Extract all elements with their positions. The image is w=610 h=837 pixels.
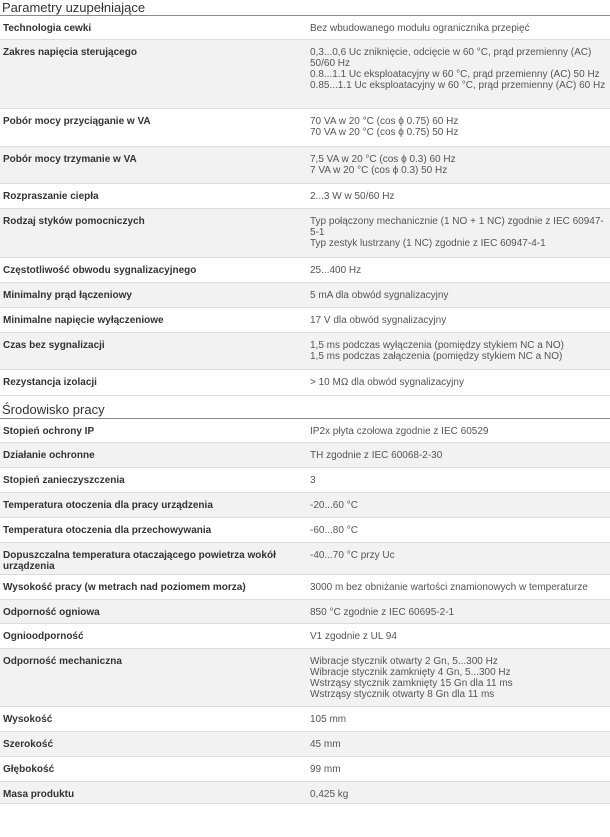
spec-label: Rozpraszanie ciepła xyxy=(3,191,99,202)
spec-row xyxy=(0,649,610,707)
section-0 xyxy=(0,0,610,396)
spec-row xyxy=(0,419,610,443)
spec-label: Stopień ochrony IP xyxy=(3,426,95,437)
spec-label: Dopuszczalna temperatura otaczającego powietrza wokół urządzenia xyxy=(3,550,276,572)
spec-value-line: 70 VA w 20 °C (cos ϕ 0.75) 50 Hz xyxy=(310,127,459,138)
spec-value-line: -40...70 °C przy Uc xyxy=(310,550,395,561)
spec-value xyxy=(305,147,610,183)
spec-value-line: 3 xyxy=(310,475,316,486)
spec-row xyxy=(0,493,610,518)
spec-value-line: 1,5 ms podczas wyłączenia (pomiędzy stykiem NC a NO) xyxy=(310,340,564,351)
spec-value-line: Wstrząsy stycznik zamknięty 15 Gn dla 11 ms xyxy=(310,678,513,689)
spec-value-line: 45 mm xyxy=(310,739,341,750)
spec-row xyxy=(0,707,610,732)
spec-value xyxy=(305,575,610,599)
section-title: Środowisko pracy xyxy=(0,396,610,419)
spec-value-line: TH zgodnie z IEC 60068-2-30 xyxy=(310,450,443,461)
spec-label: Zakres napięcia sterującego xyxy=(3,47,137,58)
spec-value-line: 7,5 VA w 20 °C (cos ϕ 0.3) 60 Hz xyxy=(310,154,456,165)
spec-value-line: 3000 m bez obniżanie wartości znamionowych w temperaturze xyxy=(310,582,588,593)
spec-value-line: -60...80 °C xyxy=(310,525,358,536)
spec-row xyxy=(0,308,610,333)
spec-value-line: 99 mm xyxy=(310,764,341,775)
spec-row xyxy=(0,782,610,804)
spec-row xyxy=(0,443,610,468)
spec-label: Działanie ochronne xyxy=(3,450,95,461)
spec-value-line: -20...60 °C xyxy=(310,500,358,511)
section-1 xyxy=(0,396,610,804)
spec-value xyxy=(305,40,610,108)
spec-value-line: Typ połączony mechanicznie (1 NO + 1 NC) zgodnie z IEC 60947-5-1 xyxy=(310,216,604,238)
spec-label: Głębokość xyxy=(3,764,55,775)
spec-value xyxy=(305,419,610,442)
spec-row xyxy=(0,600,610,624)
spec-value xyxy=(305,468,610,492)
spec-value-line: 105 mm xyxy=(310,714,347,725)
spec-row xyxy=(0,109,610,147)
spec-label: Odporność ogniowa xyxy=(3,607,100,618)
spec-value xyxy=(305,518,610,542)
spec-value xyxy=(305,600,610,623)
spec-row xyxy=(0,624,610,649)
spec-label: Rodzaj styków pomocniczych xyxy=(3,216,145,227)
spec-value-line: Wibracje stycznik zamknięty 4 Gn, 5...300 Hz xyxy=(310,667,511,678)
spec-label: Technologia cewki xyxy=(3,23,92,34)
spec-label: Wysokość xyxy=(3,714,53,725)
spec-value-line: Wibracje stycznik otwarty 2 Gn, 5...300 Hz xyxy=(310,656,498,667)
spec-row xyxy=(0,333,610,370)
spec-value-line: Bez wbudowanego modułu ogranicznika przepięć xyxy=(310,23,530,34)
spec-value-line: IP2x płyta czołowa zgodnie z IEC 60529 xyxy=(310,426,489,437)
spec-value xyxy=(305,333,610,369)
spec-label: Wysokość pracy (w metrach nad poziomem morza) xyxy=(3,582,246,593)
spec-label: Ognioodporność xyxy=(3,631,84,642)
spec-value xyxy=(305,543,610,574)
spec-label: Rezystancja izolacji xyxy=(3,377,97,388)
spec-row xyxy=(0,370,610,396)
spec-row xyxy=(0,40,610,109)
spec-value-line: 850 °C zgodnie z IEC 60695-2-1 xyxy=(310,607,455,618)
spec-value-line: 70 VA w 20 °C (cos ϕ 0.75) 60 Hz xyxy=(310,116,459,127)
spec-value-line: 7 VA w 20 °C (cos ϕ 0.3) 50 Hz xyxy=(310,165,448,176)
spec-value-line: Typ zestyk lustrzany (1 NC) zgodnie z IEC 60947-4-1 xyxy=(310,238,546,249)
spec-row xyxy=(0,468,610,493)
spec-label: Temperatura otoczenia dla przechowywania xyxy=(3,525,212,536)
spec-value xyxy=(305,493,610,517)
spec-label: Temperatura otoczenia dla pracy urządzenia xyxy=(3,500,213,511)
section-title: Parametry uzupełniające xyxy=(0,0,610,16)
spec-label: Masa produktu xyxy=(3,789,75,800)
spec-value-line: 0.85...1.1 Uc eksploatacyjny w 60 °C, prąd przemienny (AC) 60 Hz xyxy=(310,80,606,91)
spec-value xyxy=(305,109,610,146)
spec-value-line: 0,425 kg xyxy=(310,789,349,800)
spec-label: Czas bez sygnalizacji xyxy=(3,340,105,351)
spec-label: Stopień zanieczyszczenia xyxy=(3,475,125,486)
spec-row xyxy=(0,283,610,308)
spec-row xyxy=(0,732,610,757)
spec-value-line: 5 mA dla obwód sygnalizacyjny xyxy=(310,290,449,301)
spec-value-line: V1 zgodnie z UL 94 xyxy=(310,631,397,642)
spec-value xyxy=(305,649,610,706)
spec-value xyxy=(305,16,610,39)
spec-label: Szerokość xyxy=(3,739,54,750)
spec-value xyxy=(305,209,610,257)
spec-label: Odporność mechaniczna xyxy=(3,656,122,667)
spec-row xyxy=(0,209,610,258)
spec-value xyxy=(305,443,610,467)
spec-value xyxy=(305,782,610,803)
spec-row xyxy=(0,184,610,209)
spec-value xyxy=(305,757,610,781)
spec-value-line: 1,5 ms podczas załączenia (pomiędzy stykiem NC a NO) xyxy=(310,351,563,362)
spec-value-line: 0,3...0,6 Uc zniknięcie, odcięcie w 60 °C, prąd przemienny (AC) 50/60 Hz xyxy=(310,47,595,69)
spec-row xyxy=(0,16,610,40)
spec-row xyxy=(0,757,610,782)
spec-value xyxy=(305,308,610,332)
spec-label: Minimalne napięcie wyłączeniowe xyxy=(3,315,164,326)
spec-value xyxy=(305,184,610,208)
spec-row xyxy=(0,543,610,575)
spec-row xyxy=(0,147,610,184)
spec-value-line: 25...400 Hz xyxy=(310,265,362,276)
spec-value-line: 17 V dla obwód sygnalizacyjny xyxy=(310,315,447,326)
spec-value-line: > 10 MΩ dla obwód sygnalizacyjny xyxy=(310,377,464,388)
spec-label: Pobór mocy przyciąganie w VA xyxy=(3,116,151,127)
spec-value-line: 2...3 W w 50/60 Hz xyxy=(310,191,395,202)
spec-label: Częstotliwość obwodu sygnalizacyjnego xyxy=(3,265,197,276)
spec-label: Minimalny prąd łączeniowy xyxy=(3,290,132,301)
spec-value xyxy=(305,732,610,756)
spec-value xyxy=(305,624,610,648)
spec-label: Pobór mocy trzymanie w VA xyxy=(3,154,137,165)
spec-row xyxy=(0,518,610,543)
spec-value xyxy=(305,707,610,731)
spec-value xyxy=(305,283,610,307)
spec-value xyxy=(305,370,610,395)
spec-row xyxy=(0,575,610,600)
spec-value-line: Wstrząsy stycznik otwarty 8 Gn dla 11 ms xyxy=(310,689,495,700)
spec-value xyxy=(305,258,610,282)
spec-row xyxy=(0,258,610,283)
spec-value-line: 0.8...1.1 Uc eksploatacyjny w 60 °C, prąd przemienny (AC) 50 Hz xyxy=(310,69,600,80)
